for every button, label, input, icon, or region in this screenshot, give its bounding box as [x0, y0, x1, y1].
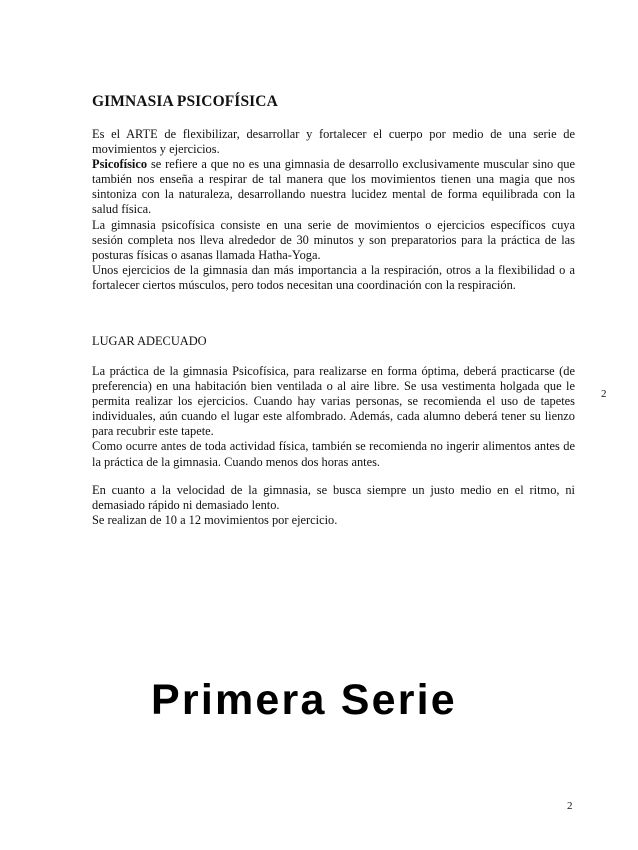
- intro-paragraph-3: La gimnasia psicofísica consiste en una serie de movimientos o ejercicios específicos cuya sesión completa nos lleva alrededor de 30 minutos y son preparatorios para la práctica de las posturas físicas o asanas llamada Hatha-Yoga.: [92, 217, 575, 262]
- velocidad-paragraph-2: Se realizan de 10 a 12 movimientos por ejercicio.: [92, 513, 338, 528]
- section-heading-lugar: LUGAR ADECUADO: [92, 334, 207, 348]
- intro-paragraph-2: [92, 157, 575, 217]
- psicofisico-term: Psicofísico: [92, 157, 148, 172]
- lugar-paragraph-2: Como ocurre antes de toda actividad física, también se recomienda no ingerir alimentos antes de la práctica de la gimnasia. Cuando menos dos horas antes.: [92, 439, 575, 469]
- lugar-paragraph-1: La práctica de la gimnasia Psicofísica, para realizarse en forma óptima, deberá practicarse (de preferencia) en una habitación bien ventilada o al aire libre. Se usa vestimenta holgada que le permita realizar los ejercicios. Cuando hay varias personas, se recomienda el uso de tapetes individuales, aún cuando el lugar este alfombrado. Además, cada alumno deberá tener su lienzo para recubrir este tapete.: [92, 364, 575, 439]
- footer-page-number: 2: [567, 800, 573, 812]
- velocidad-section: [92, 483, 575, 528]
- velocidad-paragraph-1: En cuanto a la velocidad de la gimnasia, se busca siempre un justo medio en el ritmo, ni demasiado rápido ni demasiado lento.: [92, 483, 575, 513]
- intro-paragraph-2-text: se refiere a que no es una gimnasia de desarrollo exclusivamente muscular sino que también nos enseña a respirar de tal manera que los movimientos tienen una magia que nos sintoniza con la naturaleza, desarrollando nuestra lucidez mental de forma equilibrada con la salud física.: [92, 157, 575, 217]
- serie-heading: Primera Serie: [151, 676, 457, 724]
- margin-page-number: 2: [601, 388, 607, 400]
- document-title: GIMNASIA PSICOFÍSICA: [92, 93, 278, 110]
- intro-paragraph-4: Unos ejercicios de la gimnasia dan más importancia a la respiración, otros a la flexibilidad o a fortalecer ciertos músculos, pero todos necesitan una coordinación con la respiración.: [92, 262, 575, 292]
- lugar-section: [92, 364, 575, 470]
- intro-paragraph-1: Es el ARTE de flexibilizar, desarrollar y fortalecer el cuerpo por medio de una serie de movimientos y ejercicios.: [92, 127, 575, 157]
- intro-section: [92, 127, 575, 293]
